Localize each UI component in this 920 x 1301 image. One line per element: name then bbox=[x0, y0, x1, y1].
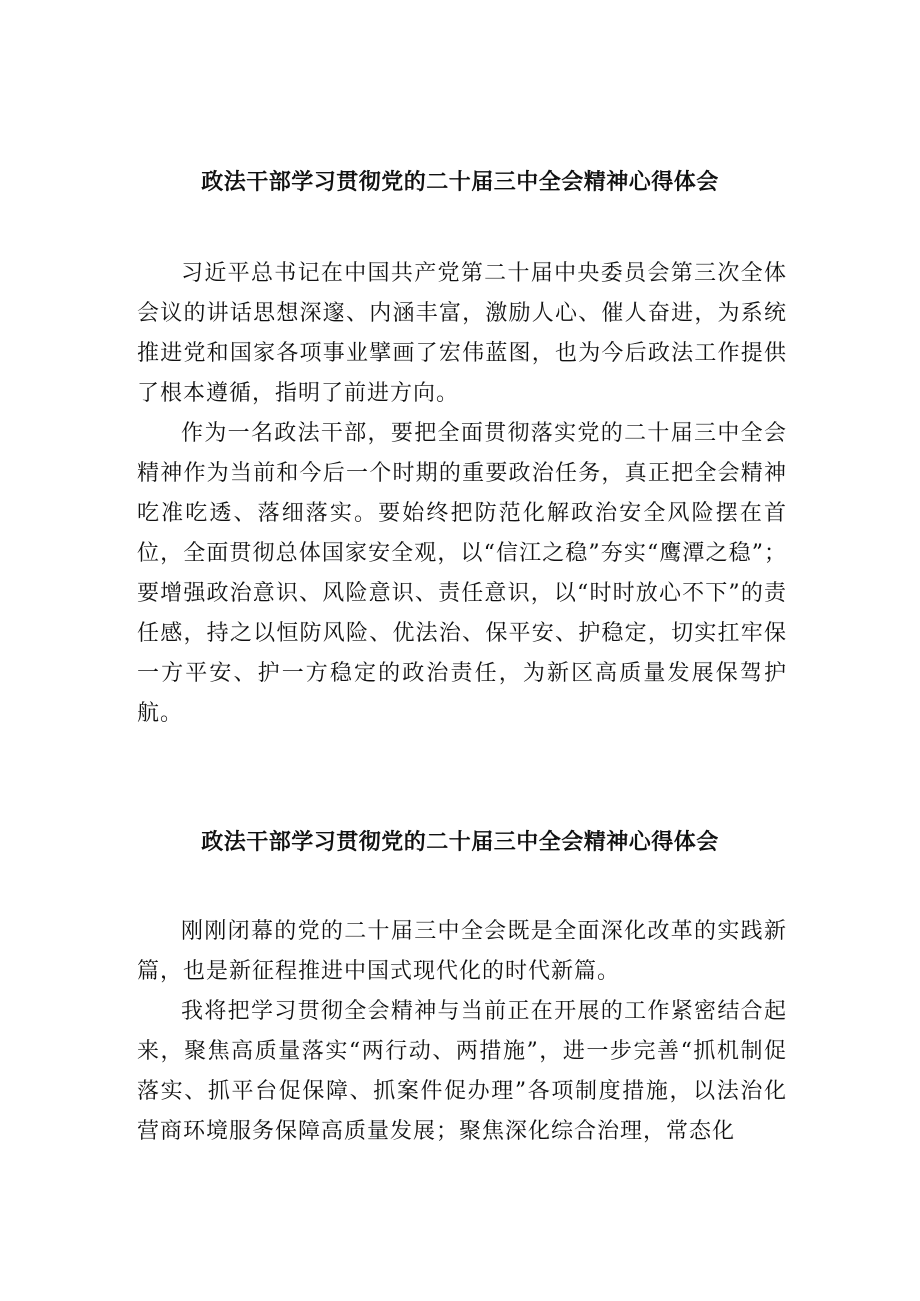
section-2-body bbox=[137, 912, 787, 1152]
section-1-paragraph-2: 作为一名政法干部，要把全面贯彻落实党的二十届三中全会精神作为当前和今后一个时期的重要政治任务，真正把全会精神吃准吃透、落细落实。要始终把防范化解政治安全风险摆在首位，全面贯彻总体国家安全观，以“信江之稳”夯实“鹰潭之稳”；要增强政治意识、风险意识、责任意识，以“时时放心不下”的责任感，持之以恒防风险、优法治、保平安、护稳定，切实扛牢保一方平安、护一方稳定的政治责任，为新区高质量发展保驾护航。 bbox=[137, 421, 787, 726]
section-1-title: 政法干部学习贯彻党的二十届三中全会精神心得体会 bbox=[201, 170, 719, 195]
section-1-body bbox=[137, 254, 787, 734]
section-2-paragraph-2: 我将把学习贯彻全会精神与当前正在开展的工作紧密结合起来，聚焦高质量落实“两行动、两措施”，进一步完善“抓机制促落实、抓平台促保障、抓案件促办理”各项制度措施，以法治化营商环境服务保障高质量发展；聚焦深化综合治理，常态化 bbox=[137, 999, 787, 1144]
section-1-paragraph-1: 习近平总书记在中国共产党第二十届中央委员会第三次全体会议的讲话思想深邃、内涵丰富，激励人心、催人奋进，为系统推进党和国家各项事业擘画了宏伟蓝图，也为今后政法工作提供了根本遵循，指明了前进方向。 bbox=[137, 261, 787, 406]
section-2-paragraph-1: 刚刚闭幕的党的二十届三中全会既是全面深化改革的实践新篇，也是新征程推进中国式现代化的时代新篇。 bbox=[137, 919, 787, 984]
section-2-title: 政法干部学习贯彻党的二十届三中全会精神心得体会 bbox=[201, 830, 719, 855]
